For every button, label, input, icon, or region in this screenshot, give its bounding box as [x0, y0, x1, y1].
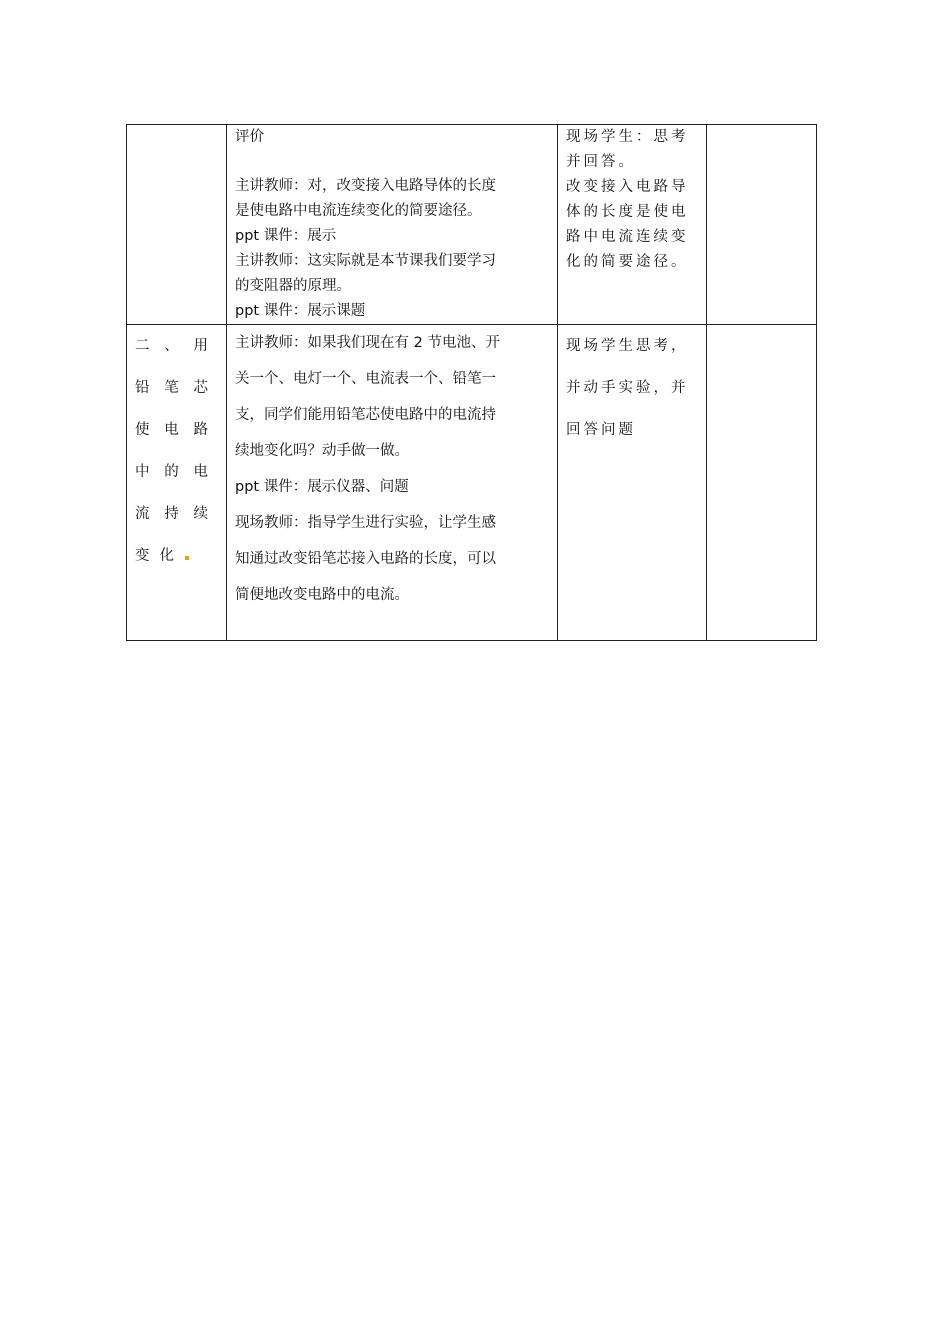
text-line: 化的简要途径。	[566, 254, 689, 270]
text-line: 主讲教师：这实际就是本节课我们要学习	[235, 253, 496, 269]
teacher-activity-cell	[227, 325, 558, 641]
text-line: 回答问题	[566, 422, 636, 438]
text-line: 的变阻器的原理。	[235, 278, 351, 294]
stage-title-cell	[127, 325, 227, 641]
text-line: 续地变化吗？动手做一做。	[235, 443, 409, 459]
text-line: 体的长度是使电	[566, 204, 689, 220]
notes-cell-empty	[707, 325, 817, 641]
text-line: 评价	[235, 129, 264, 145]
table-row	[127, 125, 817, 325]
stage-cell-empty	[127, 125, 227, 325]
text-line: 改变接入电路导	[566, 179, 689, 195]
student-activity-cell	[558, 325, 707, 641]
text-line: ppt 课件：展示课题	[235, 303, 366, 319]
text-line: 简便地改变电路中的电流。	[235, 587, 409, 603]
teacher-activity-cell	[227, 125, 558, 325]
text-line: 路中电流连续变	[566, 229, 689, 245]
text-line: 关一个、电灯一个、电流表一个、铅笔一	[235, 371, 496, 387]
text-line: 现场教师：指导学生进行实验，让学生感	[235, 515, 496, 531]
text-line: 并动手实验，并	[566, 380, 689, 396]
blank-line	[235, 150, 549, 174]
notes-cell-empty	[707, 125, 817, 325]
text-line: 主讲教师：对，改变接入电路导体的长度	[235, 178, 496, 194]
student-activity-cell	[558, 125, 707, 325]
text-line: 是使电路中电流连续变化的简要途径。	[235, 203, 482, 219]
text-line: 并回答。	[566, 154, 636, 170]
text-line: ppt 课件：展示仪器、问题	[235, 479, 409, 495]
lesson-plan-table	[126, 124, 817, 641]
revision-mark	[185, 556, 189, 560]
text-line: 支，同学们能用铅笔芯使电路中的电流持	[235, 407, 496, 423]
table-row	[127, 325, 817, 641]
stage-title: 二、用铅笔芯使电路中的电流持续变化	[135, 338, 218, 564]
text-line: 主讲教师：如果我们现在有 2 节电池、开	[235, 335, 500, 351]
text-line: 现场学生：思考	[566, 129, 689, 145]
text-line: 知通过改变铅笔芯接入电路的长度，可以	[235, 551, 496, 567]
text-line: ppt 课件：展示	[235, 228, 337, 244]
text-line: 现场学生思考，	[566, 338, 689, 354]
